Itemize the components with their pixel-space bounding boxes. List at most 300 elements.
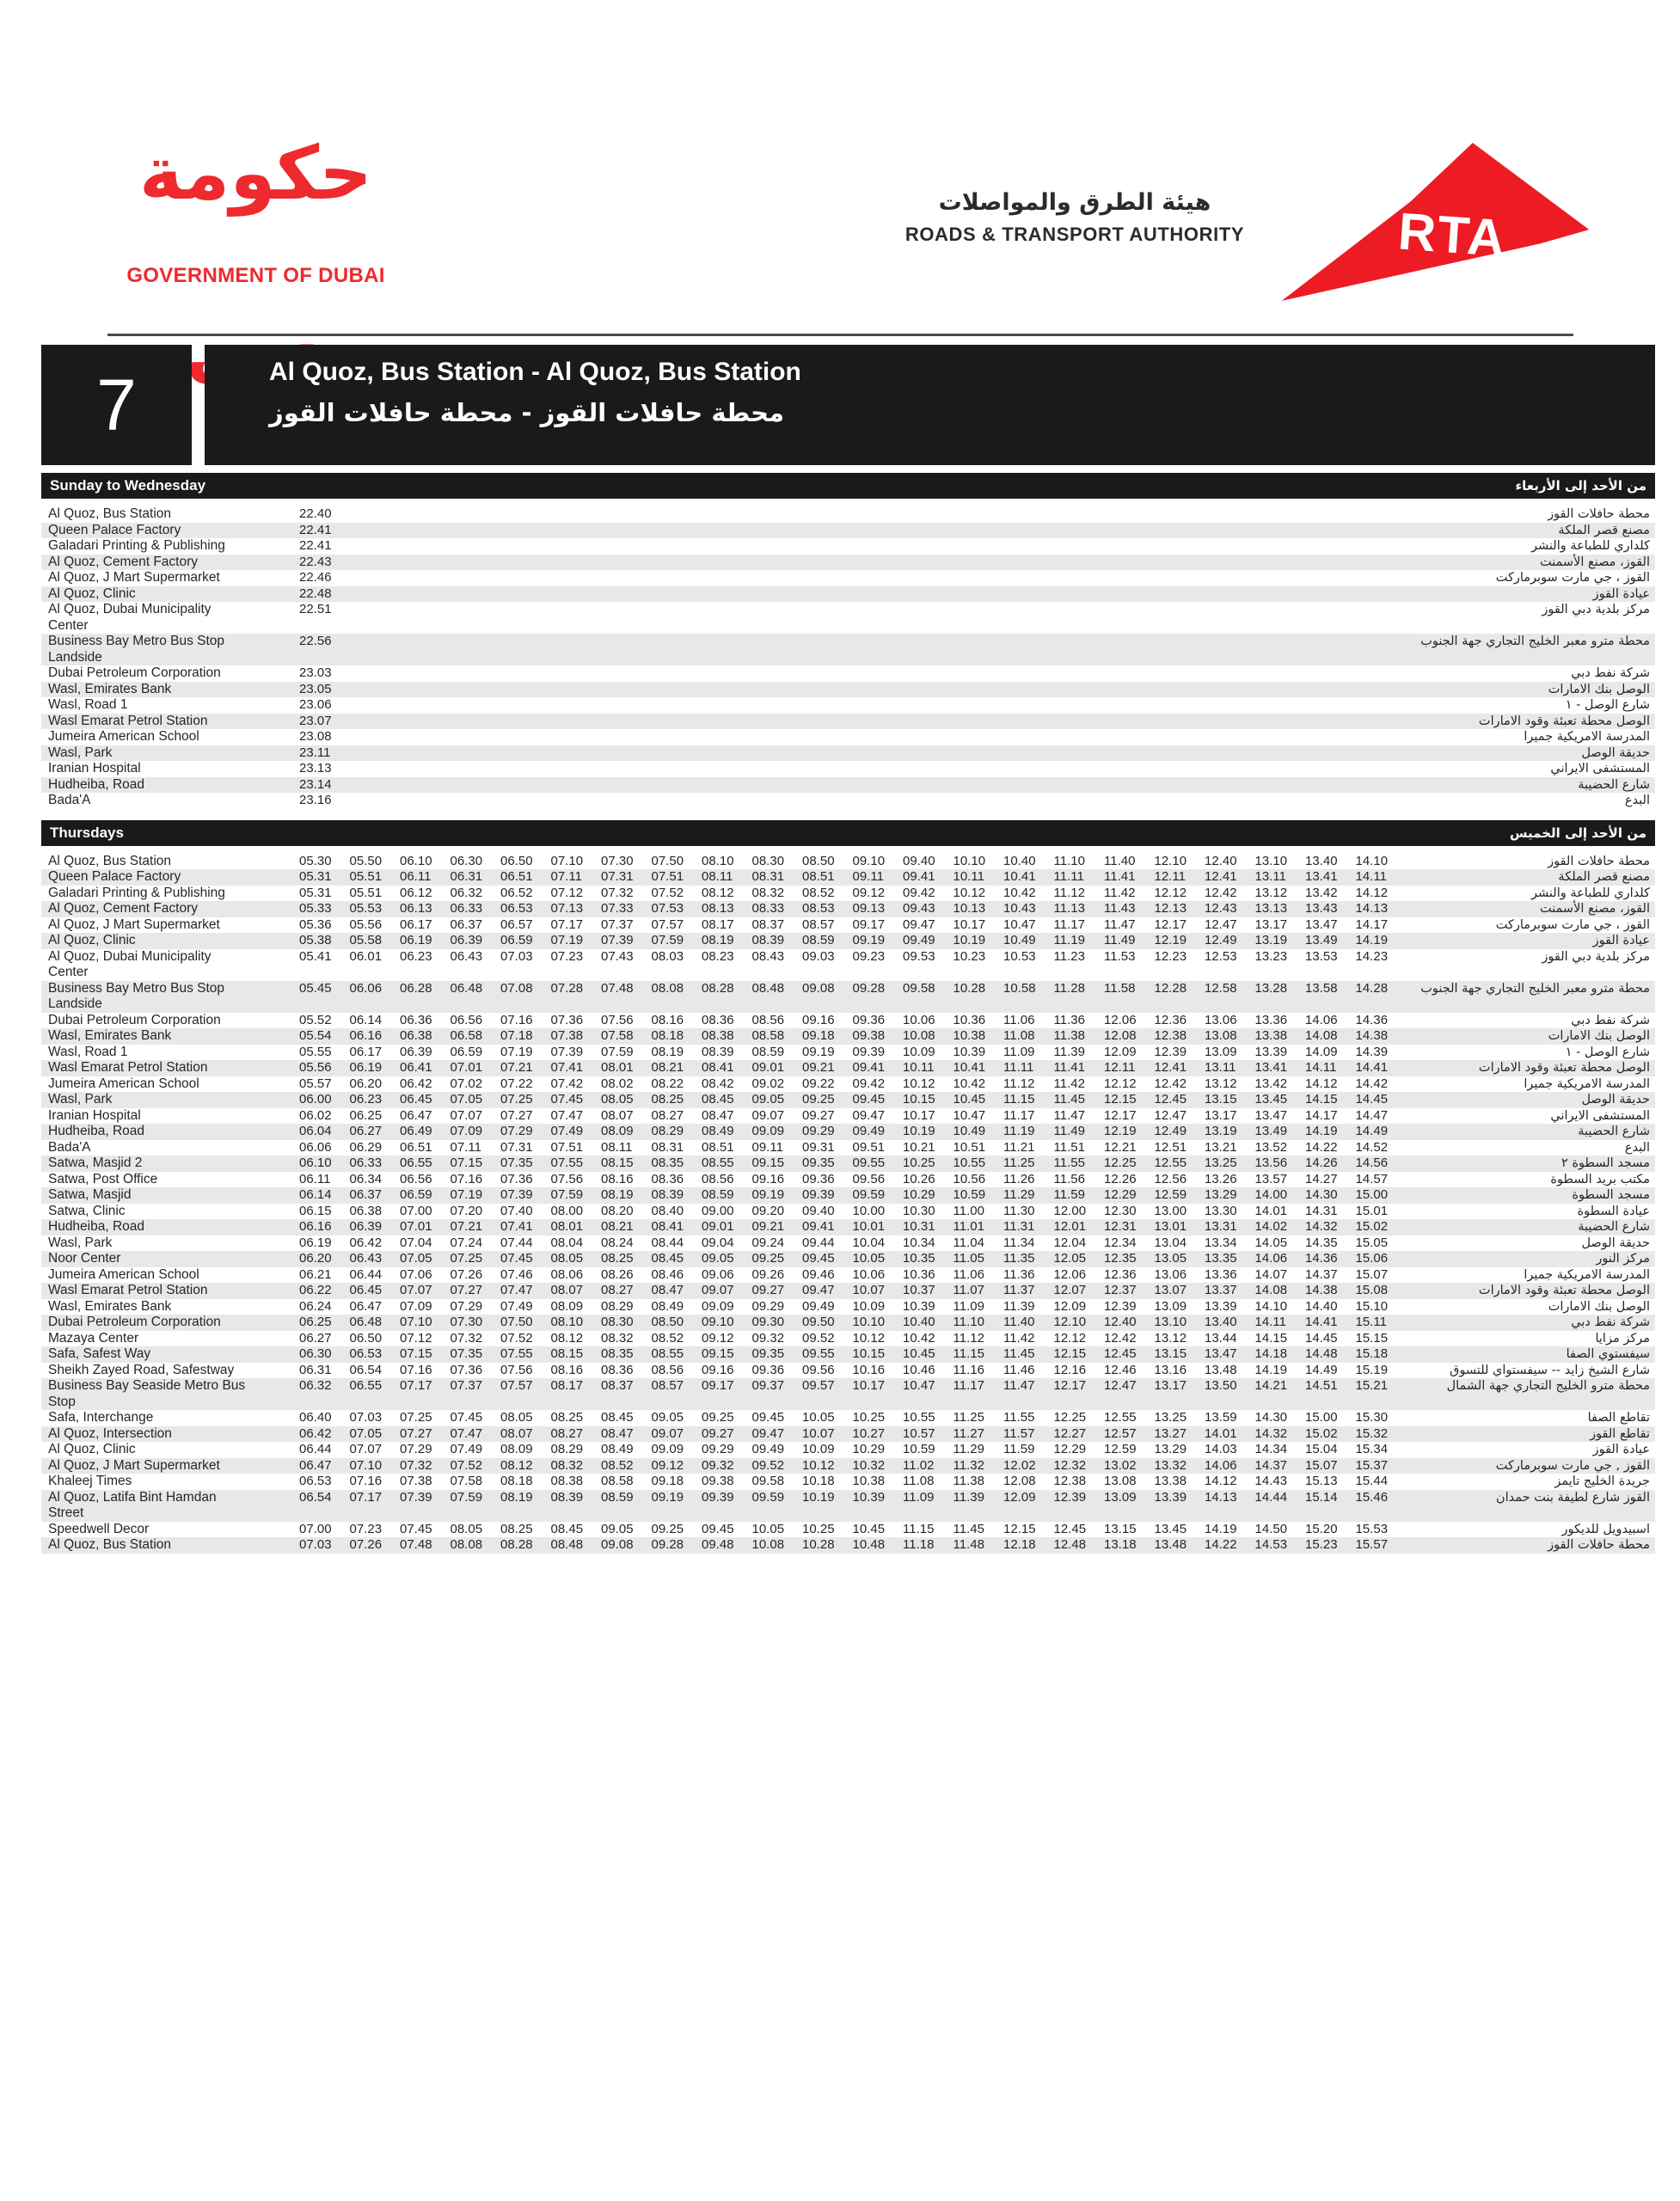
stop-name-arabic: الوصل بنك الامارات xyxy=(1548,682,1650,696)
time-cell: 06.56 xyxy=(400,1171,432,1186)
stop-name: Galadari Printing & Publishing xyxy=(48,885,225,900)
time-cell: 14.19 xyxy=(1305,1124,1338,1138)
time-cell: 11.34 xyxy=(1003,1235,1035,1250)
time-cell: 12.42 xyxy=(1154,1076,1187,1091)
time-cell: 07.09 xyxy=(450,1124,483,1138)
time-cell: 10.28 xyxy=(953,980,986,996)
time-cell: 11.31 xyxy=(1003,1219,1035,1234)
time-cell: 07.30 xyxy=(450,1315,483,1329)
time-cell: 10.47 xyxy=(903,1378,935,1393)
table-row xyxy=(41,1522,1655,1538)
time-cell: 07.51 xyxy=(651,869,684,884)
time-cell: 12.23 xyxy=(1154,948,1187,964)
time-cell: 12.59 xyxy=(1154,1187,1187,1202)
time-cell: 15.07 xyxy=(1355,1266,1389,1282)
time-cell: 12.42 xyxy=(1104,1330,1137,1346)
time-cell: 11.26 xyxy=(1003,1171,1035,1186)
time-cell: 14.18 xyxy=(1254,1346,1288,1361)
time-cell: 07.18 xyxy=(500,1028,533,1043)
time-cell: 08.22 xyxy=(651,1076,684,1091)
time-cell: 08.48 xyxy=(751,980,785,996)
time-cell: 08.57 xyxy=(651,1378,684,1393)
time-cell: 08.19 xyxy=(601,1187,634,1202)
time-cell: 23.05 xyxy=(299,681,332,696)
table-row xyxy=(41,1490,1655,1522)
route-titlebox xyxy=(205,345,1655,465)
time-cell: 08.05 xyxy=(601,1092,634,1107)
time-cell: 23.11 xyxy=(299,745,331,760)
time-cell: 07.36 xyxy=(550,1012,584,1027)
time-cell: 15.20 xyxy=(1305,1521,1338,1536)
time-cell: 06.23 xyxy=(400,948,432,964)
time-cell: 13.01 xyxy=(1154,1219,1187,1234)
time-cell: 08.26 xyxy=(601,1266,634,1282)
time-cell: 10.49 xyxy=(953,1124,986,1138)
time-cell: 08.19 xyxy=(500,1489,533,1505)
time-cell: 05.58 xyxy=(349,933,383,947)
time-cell: 08.39 xyxy=(651,1187,684,1202)
time-cell: 08.08 xyxy=(450,1537,483,1552)
stop-name: Mazaya Center xyxy=(48,1330,139,1346)
time-cell: 12.00 xyxy=(1053,1203,1087,1218)
time-cell: 10.55 xyxy=(903,1410,935,1425)
time-cell: 11.53 xyxy=(1104,948,1136,964)
time-cell: 13.12 xyxy=(1254,885,1288,900)
time-cell: 09.58 xyxy=(751,1474,785,1488)
time-cell: 14.28 xyxy=(1355,980,1389,996)
time-cell: 14.13 xyxy=(1355,901,1389,916)
time-cell: 08.29 xyxy=(651,1124,684,1138)
time-cell: 12.04 xyxy=(1053,1235,1087,1250)
time-cell: 13.39 xyxy=(1154,1489,1187,1505)
time-cell: 07.00 xyxy=(400,1203,432,1218)
time-cell: 14.12 xyxy=(1305,1076,1338,1091)
time-cell: 09.12 xyxy=(852,885,886,900)
time-cells xyxy=(299,1363,1407,1379)
time-cell: 09.27 xyxy=(702,1425,734,1441)
time-cell: 07.15 xyxy=(450,1156,483,1170)
time-cell: 15.19 xyxy=(1355,1362,1389,1377)
time-cell: 08.12 xyxy=(702,885,734,900)
rta-wordmark xyxy=(873,189,1277,246)
time-cell: 12.15 xyxy=(1104,1092,1137,1107)
time-cell: 13.23 xyxy=(1254,948,1288,964)
time-cell: 13.19 xyxy=(1254,933,1288,947)
time-cell: 08.58 xyxy=(751,1028,785,1043)
time-cells xyxy=(299,761,1407,777)
time-cell: 14.51 xyxy=(1305,1378,1338,1393)
time-cell: 10.41 xyxy=(1003,869,1036,884)
time-cell: 08.17 xyxy=(550,1378,584,1393)
stop-name-arabic: كلداري للطباعة والنشر xyxy=(1530,539,1650,553)
time-cell: 10.12 xyxy=(953,885,986,900)
time-cell: 05.33 xyxy=(299,901,332,916)
table-row xyxy=(41,1251,1655,1267)
stop-name: Al Quoz, J Mart Supermarket xyxy=(48,1457,220,1473)
time-cell: 06.37 xyxy=(450,917,483,932)
time-cell: 13.27 xyxy=(1154,1425,1187,1441)
stop-name: Al Quoz, Dubai Municipality Center xyxy=(48,948,212,979)
time-cell: 07.16 xyxy=(450,1171,483,1186)
time-cell: 06.57 xyxy=(500,917,533,932)
time-cell: 09.56 xyxy=(852,1171,886,1186)
time-cell: 13.30 xyxy=(1205,1203,1237,1218)
time-cell: 11.48 xyxy=(953,1537,984,1552)
time-cell: 10.37 xyxy=(903,1283,935,1297)
time-cell: 14.41 xyxy=(1355,1060,1389,1075)
stop-name: Wasl, Road 1 xyxy=(48,1044,128,1059)
time-cell: 11.27 xyxy=(953,1425,984,1441)
time-cell: 14.03 xyxy=(1205,1442,1237,1456)
stop-name: Iranian Hospital xyxy=(48,761,141,776)
stop-name: Safa, Interchange xyxy=(48,1410,154,1425)
stop-name-arabic: عيادة السطوة xyxy=(1577,1204,1650,1218)
time-cell: 12.48 xyxy=(1053,1537,1087,1552)
time-cell: 10.26 xyxy=(903,1171,935,1186)
time-cell: 07.12 xyxy=(400,1330,432,1346)
time-cell: 09.49 xyxy=(802,1298,835,1314)
time-cell: 07.11 xyxy=(450,1139,481,1155)
table-row xyxy=(41,1410,1655,1426)
time-cell: 07.02 xyxy=(450,1076,483,1091)
time-cell: 06.36 xyxy=(400,1012,432,1027)
time-cell: 10.36 xyxy=(953,1012,986,1027)
stop-name: Iranian Hospital xyxy=(48,1107,141,1123)
time-cell: 13.47 xyxy=(1254,1107,1288,1123)
time-cell: 09.18 xyxy=(651,1474,684,1488)
time-cell: 08.25 xyxy=(601,1251,634,1266)
stop-name: Wasl, Park xyxy=(48,745,113,760)
time-cell: 13.21 xyxy=(1205,1139,1237,1155)
time-cell: 06.54 xyxy=(349,1362,383,1377)
time-cell: 08.40 xyxy=(651,1203,684,1218)
table-row xyxy=(41,1346,1655,1363)
time-cell: 08.32 xyxy=(751,885,785,900)
time-cell: 10.06 xyxy=(903,1012,935,1027)
time-cell: 09.16 xyxy=(751,1171,785,1186)
time-cell: 12.26 xyxy=(1104,1171,1137,1186)
time-cell: 12.19 xyxy=(1104,1124,1137,1138)
time-cell: 11.18 xyxy=(903,1537,935,1552)
time-cell: 06.39 xyxy=(349,1219,383,1234)
time-cell: 22.43 xyxy=(299,554,332,569)
time-cell: 11.06 xyxy=(953,1266,984,1282)
time-cell: 06.20 xyxy=(349,1076,383,1091)
table-row xyxy=(41,602,1655,634)
time-cell: 10.25 xyxy=(802,1521,835,1536)
time-cell: 08.58 xyxy=(601,1474,634,1488)
time-cell: 09.35 xyxy=(802,1156,835,1170)
time-cell: 14.06 xyxy=(1254,1251,1288,1266)
stop-name: Wasl, Road 1 xyxy=(48,697,128,712)
time-cell: 11.47 xyxy=(1003,1378,1035,1393)
government-of-dubai-logo xyxy=(95,86,417,288)
stop-name: Wasl Emarat Petrol Station xyxy=(48,713,208,728)
time-cell: 12.21 xyxy=(1104,1139,1137,1155)
time-cell: 14.52 xyxy=(1355,1139,1389,1155)
time-cell: 09.40 xyxy=(802,1203,835,1218)
time-cell: 14.15 xyxy=(1254,1330,1288,1346)
time-cell: 11.17 xyxy=(1053,917,1085,932)
time-cell: 11.51 xyxy=(1053,1139,1085,1155)
time-cell: 13.48 xyxy=(1205,1362,1237,1377)
time-cell: 07.23 xyxy=(349,1521,383,1536)
time-cell: 12.11 xyxy=(1104,1060,1136,1075)
table-row xyxy=(41,1187,1655,1204)
time-cell: 07.49 xyxy=(550,1124,584,1138)
time-cell: 08.42 xyxy=(702,1076,734,1091)
time-cell: 08.16 xyxy=(651,1012,684,1027)
time-cells xyxy=(299,1108,1407,1125)
time-cell: 08.23 xyxy=(702,948,734,964)
time-cell: 13.40 xyxy=(1205,1315,1237,1329)
time-cell: 08.59 xyxy=(601,1489,634,1505)
time-cell: 10.40 xyxy=(903,1315,935,1329)
time-cell: 06.19 xyxy=(400,933,432,947)
time-cell: 08.55 xyxy=(651,1346,684,1361)
time-cell: 07.39 xyxy=(550,1044,584,1059)
time-cell: 09.48 xyxy=(702,1537,734,1552)
time-cell: 14.09 xyxy=(1305,1044,1338,1059)
time-cell: 14.32 xyxy=(1254,1425,1288,1441)
time-cell: 12.16 xyxy=(1053,1362,1087,1377)
rta-arabic-label: هيئة الطرق والمواصلات xyxy=(938,189,1211,216)
time-cell: 13.49 xyxy=(1254,1124,1288,1138)
time-cell: 11.05 xyxy=(953,1251,984,1266)
time-cells xyxy=(299,1028,1407,1045)
stop-name: Wasl, Park xyxy=(48,1235,113,1250)
time-cell: 07.52 xyxy=(450,1457,483,1473)
time-cell: 14.35 xyxy=(1305,1235,1338,1250)
time-cell: 14.30 xyxy=(1254,1410,1288,1425)
time-cell: 14.36 xyxy=(1355,1012,1389,1027)
time-cell: 09.58 xyxy=(903,980,935,996)
time-cell: 09.49 xyxy=(903,933,935,947)
time-cell: 14.43 xyxy=(1254,1474,1288,1488)
time-cell: 11.55 xyxy=(1053,1156,1085,1170)
time-cell: 10.09 xyxy=(903,1044,935,1059)
time-cell: 15.02 xyxy=(1355,1219,1389,1234)
stop-name-arabic: المدرسة الامريكية جميرا xyxy=(1524,1267,1650,1282)
stop-name-arabic: الوصل بنك الامارات xyxy=(1548,1299,1650,1314)
time-cell: 13.12 xyxy=(1205,1076,1237,1091)
time-cell: 14.30 xyxy=(1305,1187,1338,1202)
time-cell: 07.32 xyxy=(601,885,634,900)
time-cell: 08.09 xyxy=(601,1124,634,1138)
time-cell: 07.24 xyxy=(450,1235,483,1250)
time-cell: 06.30 xyxy=(450,853,483,868)
time-cell: 06.17 xyxy=(400,917,432,932)
time-cell: 12.17 xyxy=(1154,917,1187,932)
time-cell: 07.56 xyxy=(500,1362,533,1377)
section-label-english: Thursdays xyxy=(50,824,124,841)
time-cell: 09.07 xyxy=(702,1283,734,1297)
stop-name-arabic: القوز، مصنع الأسمنت xyxy=(1539,902,1650,916)
time-cell: 06.53 xyxy=(299,1474,332,1488)
time-cell: 10.39 xyxy=(903,1298,935,1314)
time-cell: 08.05 xyxy=(550,1251,584,1266)
time-cell: 09.56 xyxy=(802,1362,835,1377)
time-cell: 05.38 xyxy=(299,933,332,947)
stop-name: Business Bay Seaside Metro Bus Stop xyxy=(48,1378,246,1409)
time-cell: 09.05 xyxy=(651,1410,684,1425)
time-cell: 13.15 xyxy=(1205,1092,1237,1107)
stop-name-arabic: القوز ، جي مارت سوبرماركت xyxy=(1495,917,1650,932)
stop-name: Satwa, Masjid 2 xyxy=(48,1156,143,1170)
time-cell: 12.06 xyxy=(1104,1012,1137,1027)
time-cell: 09.38 xyxy=(702,1474,734,1488)
stop-name-arabic: الوصل محطة تعبئة وقود الامارات xyxy=(1478,1061,1650,1075)
time-cell: 09.27 xyxy=(802,1107,835,1123)
time-cell: 06.25 xyxy=(299,1315,332,1329)
time-cell: 14.37 xyxy=(1305,1266,1338,1282)
time-cell: 09.26 xyxy=(751,1266,785,1282)
time-cells xyxy=(299,1140,1407,1156)
time-cell: 12.35 xyxy=(1104,1251,1137,1266)
stop-name: Bada'A xyxy=(48,1139,91,1155)
time-cell: 07.06 xyxy=(400,1266,432,1282)
stop-name-arabic: شركة نفط دبي xyxy=(1571,1013,1650,1027)
time-cell: 13.59 xyxy=(1205,1410,1237,1425)
stop-name: Dubai Petroleum Corporation xyxy=(48,1315,221,1329)
time-cell: 08.28 xyxy=(500,1537,533,1552)
table-row xyxy=(41,506,1655,523)
time-cell: 10.58 xyxy=(1003,980,1036,996)
table-row xyxy=(41,1267,1655,1284)
time-cell: 12.01 xyxy=(1053,1219,1087,1234)
stop-name-arabic: محطة حافلات القوز xyxy=(1548,1538,1650,1552)
time-cell: 12.12 xyxy=(1154,885,1187,900)
stop-name-arabic: عيادة القوز xyxy=(1592,1443,1650,1456)
time-cell: 12.39 xyxy=(1104,1298,1137,1314)
time-cell: 08.31 xyxy=(751,869,785,884)
stop-name: Dubai Petroleum Corporation xyxy=(48,1012,221,1027)
time-cell: 12.32 xyxy=(1053,1457,1087,1473)
time-cell: 10.11 xyxy=(953,869,984,884)
time-cell: 08.38 xyxy=(702,1028,734,1043)
time-cell: 06.51 xyxy=(400,1139,432,1155)
time-cell: 06.55 xyxy=(400,1156,432,1170)
time-cell: 08.21 xyxy=(651,1060,684,1075)
table-row xyxy=(41,538,1655,555)
time-cell: 12.10 xyxy=(1154,853,1187,868)
time-cell: 08.43 xyxy=(751,948,785,964)
time-cell: 14.01 xyxy=(1205,1425,1237,1441)
table-row xyxy=(41,634,1655,665)
time-cell: 23.14 xyxy=(299,776,332,792)
time-cell: 10.07 xyxy=(802,1425,835,1441)
time-cell: 06.44 xyxy=(299,1442,332,1456)
time-cell: 06.59 xyxy=(500,933,533,947)
time-cell: 08.07 xyxy=(500,1425,533,1441)
stop-name: Safa, Safest Way xyxy=(48,1346,151,1361)
time-cell: 11.39 xyxy=(1053,1044,1085,1059)
time-cell: 08.04 xyxy=(550,1235,584,1250)
time-cell: 09.37 xyxy=(751,1378,785,1393)
time-cell: 10.38 xyxy=(852,1474,886,1488)
time-cell: 10.10 xyxy=(953,853,986,868)
time-cell: 08.35 xyxy=(651,1156,684,1170)
table-row xyxy=(41,1442,1655,1458)
time-cell: 13.08 xyxy=(1205,1028,1237,1043)
time-cell: 07.00 xyxy=(299,1521,332,1536)
time-cell: 06.41 xyxy=(400,1060,432,1075)
time-cell: 10.04 xyxy=(852,1235,886,1250)
time-cell: 14.45 xyxy=(1355,1092,1389,1107)
timetable-sunday-to-wednesday xyxy=(41,506,1655,809)
time-cell: 08.05 xyxy=(450,1521,483,1536)
time-cell: 22.56 xyxy=(299,634,332,648)
time-cell: 12.19 xyxy=(1154,933,1187,947)
time-cell: 10.41 xyxy=(953,1060,986,1075)
time-cell: 09.46 xyxy=(802,1266,835,1282)
time-cell: 07.32 xyxy=(450,1330,483,1346)
time-cell: 09.39 xyxy=(852,1044,886,1059)
time-cell: 09.11 xyxy=(852,869,884,884)
stop-name-arabic: مركز النور xyxy=(1596,1252,1650,1266)
table-row xyxy=(41,1283,1655,1299)
time-cell: 13.39 xyxy=(1254,1044,1288,1059)
time-cells xyxy=(299,714,1407,730)
time-cell: 14.06 xyxy=(1205,1457,1237,1473)
time-cell: 14.19 xyxy=(1355,933,1389,947)
time-cell: 12.10 xyxy=(1053,1315,1087,1329)
table-row xyxy=(41,1172,1655,1188)
time-cells xyxy=(299,917,1407,934)
time-cell: 08.56 xyxy=(751,1012,785,1027)
time-cell: 14.50 xyxy=(1254,1521,1288,1536)
time-cell: 07.21 xyxy=(500,1060,533,1075)
time-cell: 08.00 xyxy=(550,1203,584,1218)
time-cell: 06.45 xyxy=(400,1092,432,1107)
stop-name-arabic: شركة نفط دبي xyxy=(1571,666,1650,680)
stop-name-arabic: محطة مترو معبر الخليج التجاري جهة الجنوب xyxy=(1420,981,1650,996)
time-cell: 08.46 xyxy=(651,1266,684,1282)
time-cell: 09.28 xyxy=(852,980,886,996)
time-cell: 07.37 xyxy=(450,1378,483,1393)
time-cell: 09.36 xyxy=(751,1362,785,1377)
time-cell: 09.59 xyxy=(852,1187,886,1202)
time-cell: 07.43 xyxy=(601,948,634,964)
time-cell: 09.24 xyxy=(751,1235,785,1250)
time-cell: 14.13 xyxy=(1205,1489,1237,1505)
time-cell: 11.47 xyxy=(1053,1107,1085,1123)
time-cell: 14.49 xyxy=(1355,1124,1389,1138)
time-cell: 09.25 xyxy=(751,1251,785,1266)
stop-name: Wasl Emarat Petrol Station xyxy=(48,1283,208,1297)
time-cell: 23.08 xyxy=(299,729,332,744)
time-cell: 05.54 xyxy=(299,1028,332,1043)
time-cell: 09.45 xyxy=(802,1251,835,1266)
time-cell: 08.50 xyxy=(651,1315,684,1329)
time-cell: 06.31 xyxy=(450,869,483,884)
time-cell: 09.20 xyxy=(751,1203,785,1218)
time-cell: 09.09 xyxy=(751,1124,785,1138)
time-cell: 07.39 xyxy=(500,1187,533,1202)
time-cells xyxy=(299,1187,1407,1204)
time-cell: 09.19 xyxy=(802,1044,835,1059)
time-cell: 23.03 xyxy=(299,665,332,680)
stop-name-arabic: حديقة الوصل xyxy=(1581,745,1650,760)
time-cell: 12.41 xyxy=(1154,1060,1187,1075)
time-cell: 13.13 xyxy=(1254,901,1288,916)
time-cell: 10.25 xyxy=(903,1156,935,1170)
time-cells xyxy=(299,665,1407,682)
time-cell: 07.59 xyxy=(601,1044,634,1059)
time-cell: 23.13 xyxy=(299,761,332,776)
time-cell: 13.12 xyxy=(1154,1330,1187,1346)
time-cell: 09.05 xyxy=(601,1521,634,1536)
